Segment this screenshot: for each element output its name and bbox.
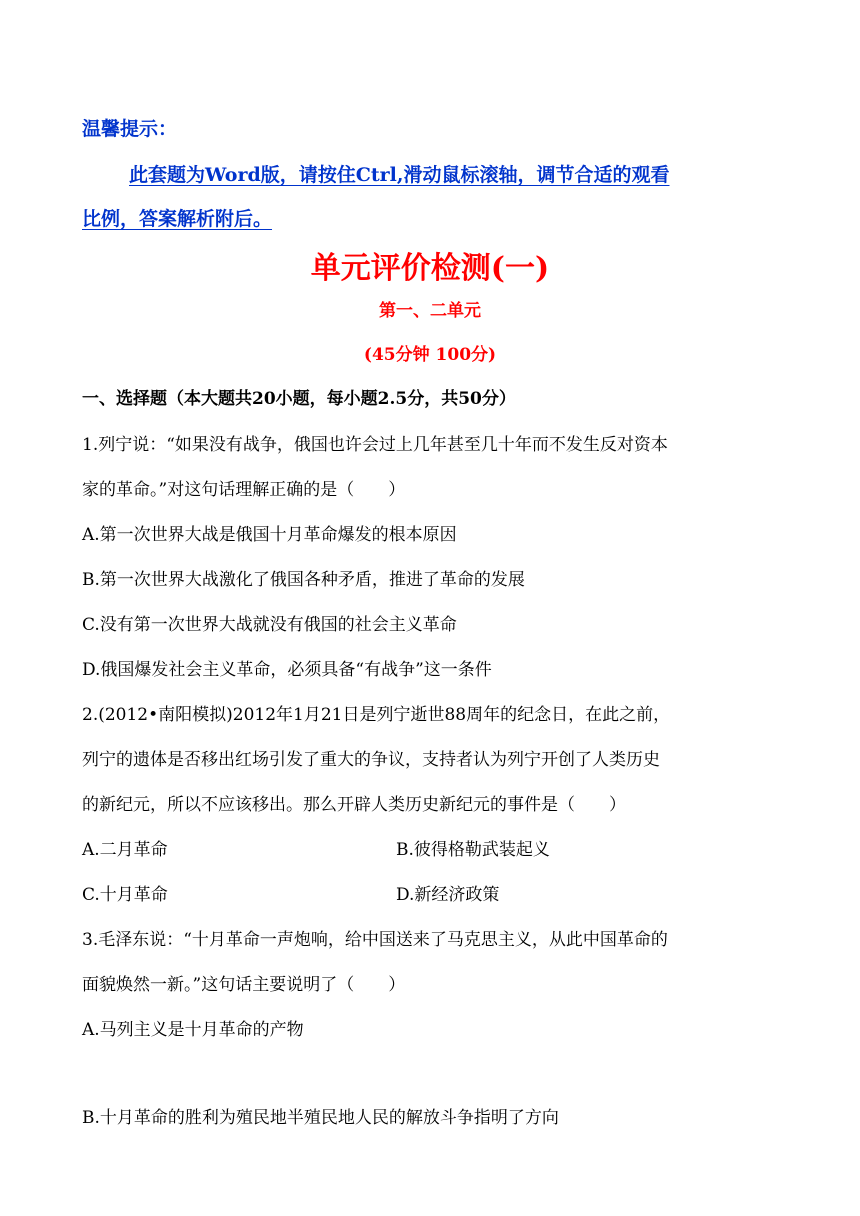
q2-option-b: B.彼得格勒武装起义	[396, 840, 550, 860]
q1-option-d: D.俄国爆发社会主义革命，必须具备“有战争”这一条件	[82, 660, 492, 680]
section-heading: 一、选择题（本大题共20小题，每小题2.5分，共50分）	[82, 389, 516, 409]
q1-stem-line2: 家的革命。”对这句话理解正确的是（ ）	[82, 480, 406, 500]
q3-stem-line2: 面貌焕然一新。”这句话主要说明了（ ）	[82, 975, 406, 995]
q2-stem-line1: 2.(2012•南阳模拟)2012年1月21日是列宁逝世88周年的纪念日，在此之前，	[82, 705, 671, 725]
q2-stem-line3: 的新纪元，所以不应该移出。那么开辟人类历史新纪元的事件是（ ）	[82, 795, 626, 815]
q3-option-b: B.十月革命的胜利为殖民地半殖民地人民的解放斗争指明了方向	[82, 1108, 559, 1128]
q1-option-b: B.第一次世界大战激化了俄国各种矛盾，推进了革命的发展	[82, 570, 525, 590]
exam-timing: (45分钟 100分)	[363, 345, 497, 365]
page-title: 单元评价检测(一)	[310, 251, 550, 286]
q2-option-a: A.二月革命	[82, 840, 168, 860]
q2-option-c: C.十月革命	[82, 885, 168, 905]
q2-option-d: D.新经济政策	[396, 885, 500, 905]
tip-line-2: 比例，答案解析附后。	[82, 208, 273, 230]
page-subtitle: 第一、二单元	[379, 301, 481, 321]
q3-stem-line1: 3.毛泽东说：“十月革命一声炮响，给中国送来了马克思主义，从此中国革命的	[82, 930, 668, 950]
q1-stem-line1: 1.列宁说：“如果没有战争，俄国也许会过上几年甚至几十年而不发生反对资本	[82, 435, 668, 455]
tip-title: 温馨提示：	[82, 118, 178, 140]
tip-line-1: 此套题为Word版，请按住Ctrl,滑动鼠标滚轴，调节合适的观看	[129, 164, 670, 186]
q1-option-a: A.第一次世界大战是俄国十月革命爆发的根本原因	[82, 525, 457, 545]
q1-option-c: C.没有第一次世界大战就没有俄国的社会主义革命	[82, 615, 457, 635]
q3-option-a: A.马列主义是十月革命的产物	[82, 1020, 304, 1040]
q2-stem-line2: 列宁的遗体是否移出红场引发了重大的争议，支持者认为列宁开创了人类历史	[82, 750, 660, 770]
